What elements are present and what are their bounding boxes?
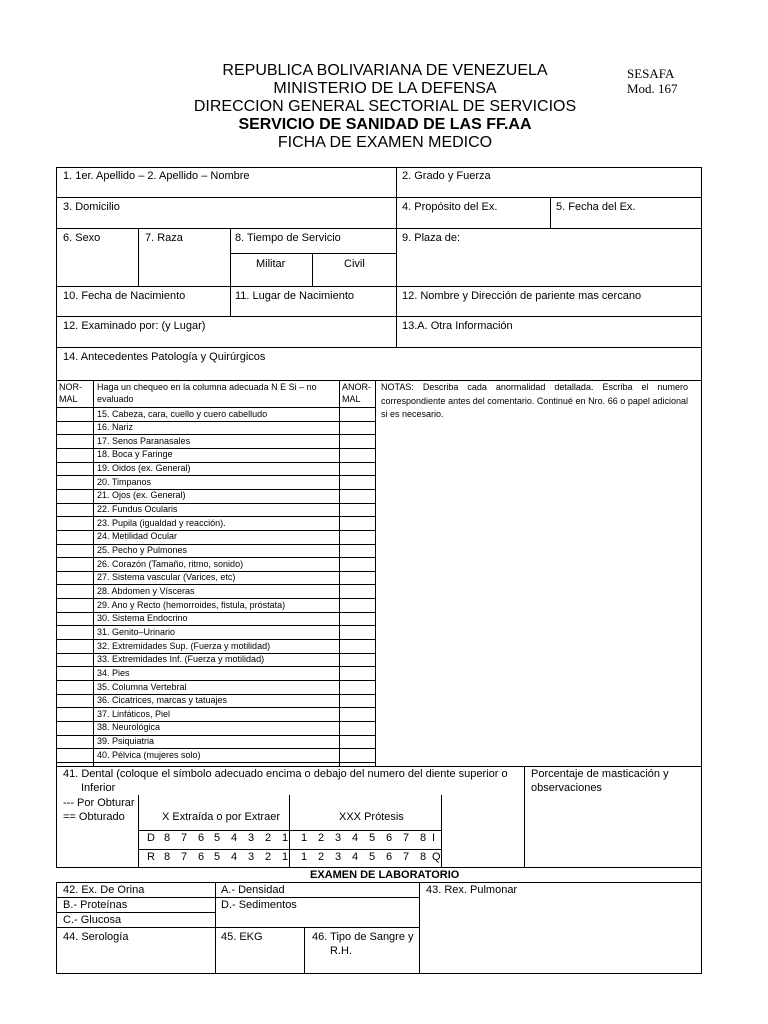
checklist-notes: NOTAS: Describa cada anormalidad detallada. Escriba el numero correspondiente antes del comentario. Continué en Nro. 66 o papel adicional si es necesario.: [381, 382, 688, 420]
checklist-item: 29. Ano y Recto (hemorroides, fistula, próstata): [97, 599, 286, 610]
tooth-number: Q: [432, 851, 441, 863]
lab-blood-type-2: R.H.: [330, 945, 352, 957]
field-other-info: 13.A. Otra Información: [402, 320, 513, 332]
header-service: SERVICIO DE SANIDAD DE LAS FF.AA: [238, 116, 532, 133]
checklist-item: 32. Extremidades Sup. (Fuerza y motilidad): [97, 640, 271, 651]
field-birth-date: 10. Fecha de Nacimiento: [63, 290, 186, 302]
checklist-item: 16. Nariz: [97, 422, 134, 433]
checklist-item: 33. Extremidades Inf. (Fuerza y motilidad): [97, 654, 265, 665]
dental-legend-extracted: X Extraída o por Extraer: [162, 811, 280, 823]
field-address: 3. Domicilio: [63, 201, 120, 213]
field-sex: 6. Sexo: [63, 232, 101, 244]
form-code-mod: Mod. 167: [627, 81, 678, 96]
page-title: FICHA DE EXAMEN MEDICO: [277, 134, 493, 151]
tooth-number: 7: [181, 851, 188, 863]
tooth-number: 1: [301, 851, 308, 863]
checklist-item: 17. Senos Paranasales: [97, 435, 191, 446]
checklist-item: 35. Columna Vertebral: [97, 681, 187, 692]
checklist-item: 21. Ojos (ex. General): [97, 490, 186, 501]
tooth-number: 8: [164, 851, 171, 863]
tooth-number: 5: [369, 832, 376, 844]
field-history: 14. Antecedentes Patología y Quirúrgicos: [63, 351, 266, 363]
field-next-of-kin: 12. Nombre y Dirección de pariente mas cercano: [402, 290, 642, 302]
lab-glucose: C.- Glucosa: [63, 914, 122, 926]
tooth-number: 3: [248, 851, 255, 863]
tooth-number: 6: [198, 851, 205, 863]
field-exam-purpose: 4. Propósito del Ex.: [402, 201, 498, 213]
lab-density: A.- Densidad: [221, 884, 285, 896]
tooth-number: R: [147, 851, 155, 863]
checklist-item: 23. Pupila (igualdad y reacción).: [97, 517, 226, 528]
tooth-number: 2: [265, 851, 272, 863]
tooth-number: 3: [335, 851, 342, 863]
tooth-number: 6: [386, 832, 393, 844]
tooth-number: 6: [198, 832, 205, 844]
field-service-military: Militar: [256, 258, 286, 270]
tooth-number: 5: [214, 832, 221, 844]
checklist-item: 18. Boca y Faringe: [97, 449, 173, 460]
tooth-number: 5: [369, 851, 376, 863]
form-code: [627, 66, 678, 96]
field-race: 7. Raza: [145, 232, 183, 244]
header-republic: REPUBLICA BOLIVARIANA DE VENEZUELA: [222, 62, 548, 79]
tooth-number: I: [432, 832, 436, 844]
checklist-item: 24. Metilidad Ocular: [97, 531, 178, 542]
checklist-item: 34. Pies: [97, 667, 130, 678]
checklist-item: 15. Cabeza, cara, cuello y cuero cabelludo: [97, 408, 268, 419]
field-exam-date: 5. Fecha del Ex.: [556, 201, 636, 213]
checklist-item: 28. Abdomen y Vísceras: [97, 585, 195, 596]
dental-percentage-2: observaciones: [531, 782, 602, 794]
lab-urine: 42. Ex. De Orina: [63, 884, 145, 896]
field-service-time: 8. Tiempo de Servicio: [235, 232, 341, 244]
checklist-item: 39. Psiquiatria: [97, 736, 155, 747]
tooth-number: 1: [282, 851, 289, 863]
tooth-number: 4: [352, 851, 359, 863]
tooth-number: 8: [420, 832, 427, 844]
tooth-number: D: [147, 832, 155, 844]
lab-proteins: B.- Proteínas: [63, 899, 128, 911]
tooth-number: 8: [420, 851, 427, 863]
tooth-number: 1: [282, 832, 289, 844]
abnormal-header-1: ANOR-: [342, 382, 371, 392]
checklist-item: 36. Cicatrices, marcas y tatuajes: [97, 695, 228, 706]
checklist-instructions-1: Haga un chequeo en la columna adecuada N E Si – no: [97, 382, 317, 392]
tooth-number: 2: [318, 832, 325, 844]
checklist-item: 37. Linfáticos, Piel: [97, 708, 171, 719]
checklist-item: 25. Pecho y Pulmones: [97, 545, 188, 555]
field-service-civil: Civil: [344, 258, 365, 270]
tooth-number: 4: [231, 851, 238, 863]
tooth-number: 3: [335, 832, 342, 844]
field-rank-force: 2. Grado y Fuerza: [402, 170, 491, 182]
header-direction: DIRECCION GENERAL SECTORIAL DE SERVICIOS: [193, 98, 577, 115]
normal-header-2: MAL: [59, 394, 78, 404]
checklist-item: 40. Pélvica (mujeres solo): [97, 749, 201, 760]
tooth-number: 2: [318, 851, 325, 863]
tooth-number: 7: [181, 832, 188, 844]
header-ministry: MINISTERIO DE LA DEFENSA: [273, 80, 497, 97]
tooth-number: 7: [403, 851, 410, 863]
checklist-item: 38. Neurológica: [97, 722, 161, 733]
tooth-number: 2: [265, 832, 272, 844]
checklist-item: 27. Sistema vascular (Varices, etc): [97, 572, 236, 583]
lab-ekg: 45. EKG: [221, 931, 263, 943]
lab-title: EXAMEN DE LABORATORIO: [310, 869, 460, 881]
checklist-item: 31. Genito–Urinario: [97, 626, 176, 637]
dental-title: 41. Dental (coloque el símbolo adecuado encima o debajo del numero del diente superior o: [63, 768, 508, 780]
checklist-item: 19. Oidos (ex. General): [97, 463, 191, 474]
dental-legend-prosthesis: XXX Prótesis: [339, 811, 404, 823]
field-surname-name: 1. 1er. Apellido – 2. Apellido – Nombre: [63, 170, 250, 182]
tooth-number: 8: [164, 832, 171, 844]
checklist-item: 26. Corazón (Tamaño, ritmo, sonido): [97, 558, 244, 569]
abnormal-header-2: MAL: [342, 394, 361, 404]
checklist-item: 30. Sistema Endocrino: [97, 613, 188, 624]
tooth-number: 4: [352, 832, 359, 844]
dental-legend-to-fill: --- Por Obturar: [63, 797, 135, 809]
normal-header-1: NOR-: [59, 382, 82, 392]
tooth-number: 4: [231, 832, 238, 844]
tooth-number: 1: [301, 832, 308, 844]
lab-chest-xray: 43. Rex. Pulmonar: [426, 884, 518, 896]
lab-sediments: D.- Sedimentos: [221, 899, 297, 911]
dental-legend-filled: == Obturado: [63, 811, 125, 823]
tooth-number: 5: [214, 851, 221, 863]
field-examined-by: 12. Examinado por: (y Lugar): [63, 320, 206, 332]
lab-blood-type-1: 46. Tipo de Sangre y: [312, 931, 414, 943]
field-post: 9. Plaza de:: [402, 232, 461, 244]
dental-title-2: Inferior: [81, 782, 116, 794]
checklist-instructions-2: evaluado: [97, 394, 134, 404]
field-birth-place: 11. Lugar de Nacimiento: [235, 290, 355, 302]
checklist-item: 20. Timpanos: [97, 476, 152, 487]
lab-serology: 44. Serología: [63, 931, 129, 943]
tooth-number: 6: [386, 851, 393, 863]
checklist-item: 22. Fundus Ocularis: [97, 504, 178, 515]
form-header: [150, 62, 620, 152]
tooth-number: 3: [248, 832, 255, 844]
dental-percentage-1: Porcentaje de masticación y: [531, 768, 669, 780]
form-code-sesafa: SESAFA: [627, 66, 675, 81]
tooth-number: 7: [403, 832, 410, 844]
